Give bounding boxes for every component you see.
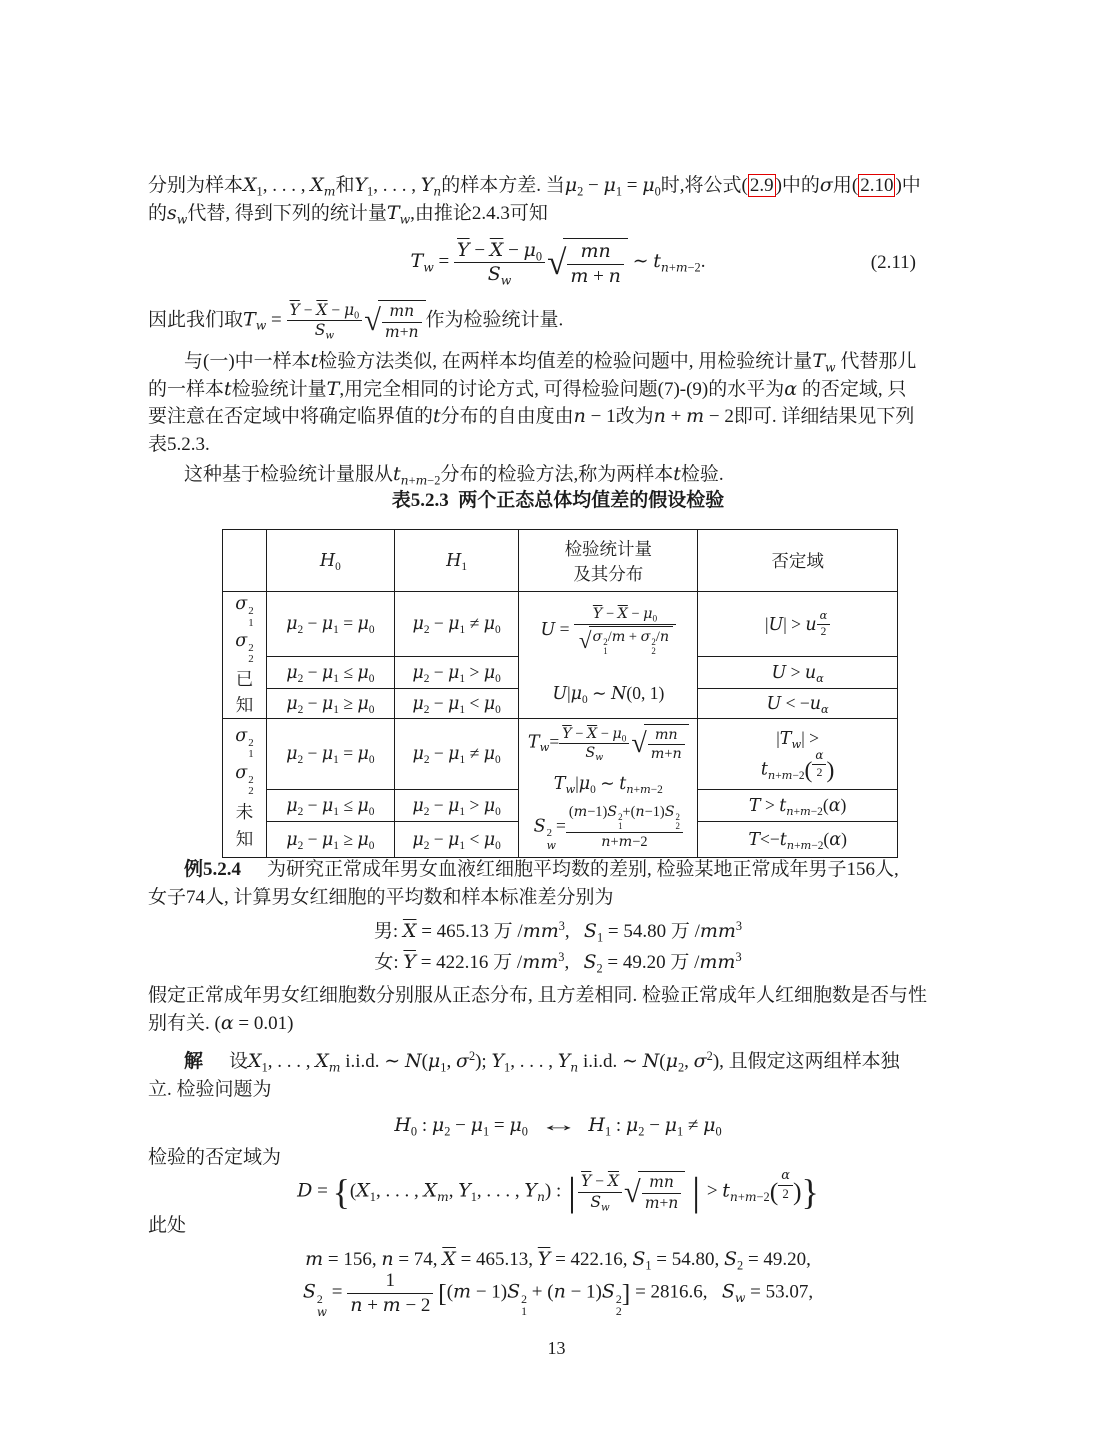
example-line2: 女子74人, 计算男女红细胞的平均数和样本标准差分别为 [148, 886, 614, 908]
cell-h1: $\mu_2 - \mu_1 < \mu_0$ [394, 688, 519, 718]
sentence-two-sample-t: 这种基于检验统计量服从$t_{n+m-2}$分布的检验方法,称为两样本t检验. [184, 463, 724, 488]
statistic-u-formula: U = $\overline{Y} - \overline{X} - \mu_0$ √ σ 2 1 /m + σ 2 2 /n [541, 606, 677, 656]
paragraph-intro [148, 172, 968, 227]
example-5.2.4 [148, 856, 968, 911]
page-number: 13 [547, 1338, 566, 1358]
cell-h0: $\mu_2 - \mu_1 \le \mu_0$ [266, 789, 394, 821]
cell-statistic-unknown [519, 719, 698, 858]
header-rejection-region: 否定域 [698, 530, 898, 592]
solution-line2: 立. 检验问题为 [148, 1078, 272, 1100]
cell-rejection: $U > u_\alpha$ [698, 656, 898, 688]
solution-label: 解 [184, 1051, 204, 1072]
header-h0: $H_0$ [266, 530, 394, 592]
cell-h1: $\mu_2 - \mu_1 < \mu_0$ [394, 821, 519, 857]
ref-link-2.9[interactable]: 2.9 [749, 175, 774, 196]
cell-h0: $\mu_2 - \mu_1 = \mu_0$ [266, 719, 394, 790]
paragraph-intro-line2: 的$s_w$代替, 得到下列的统计量$T_w$,由推论2.4.3可知 [148, 201, 548, 226]
assumption-line1: 假定正常成年男女红细胞数分别服从正态分布, 且方差相同. 检验正常成年人红细胞数是否与性 [148, 985, 928, 1006]
table-header-row [223, 530, 898, 592]
header-statistic-line2: 及其分布 [573, 563, 644, 584]
ref-link-2.10[interactable]: 2.10 [860, 175, 894, 196]
rejection-region-label: 检验的否定域为 [148, 1147, 282, 1168]
table-row [223, 719, 898, 790]
cell-h1: $\mu_2 - \mu_1 > \mu_0$ [394, 789, 519, 821]
hypothesis-test-table [222, 529, 898, 858]
assumption-paragraph [148, 982, 968, 1037]
paragraph-two-sample-line2: 的一样本t检验统计量T,用完全相同的讨论方式, 可得检验问题(7)-(9)的水平为α 的否定域, 只 [148, 377, 907, 400]
paragraph-two-sample-line4: 表5.2.3. [148, 433, 210, 455]
equation-2.11-tag: (2.11) [870, 251, 916, 273]
cell-h1: $\mu_2 - \mu_1 \ne \mu_0$ [394, 719, 519, 790]
sw-equation-line: S 2 w = $\frac{1}{n + m - 2}$ [(m − 1)S 2 1 + (n − 1)S 2 2 ] = 2816.6, $S_w = 53.07$, [302, 1270, 814, 1320]
paragraph-two-sample-line3: 要注意在否定域中将确定临界值的t分布的自由度由n − 1改为n + m − 2即可. 详细结果见下列 [148, 405, 915, 427]
male-statistics: 男: $\overline{X} = 465.13$ 万 $/mm^3$, $S_1 = 54.80$ 万 $/mm^3$ [373, 919, 743, 945]
statistic-u-distribution: $U|\mu_0$ ∼ N(0, 1) [552, 682, 665, 706]
statistic-sw-formula: S 2 w = (m−1)S 2 1 +(n−1)S 2 2 n+m−2 [534, 804, 683, 852]
sample-statistics [148, 916, 968, 978]
table-5.2.3 [222, 529, 898, 858]
cell-h0: $\mu_2 - \mu_1 \ge \mu_0$ [266, 821, 394, 857]
table-caption [148, 489, 968, 513]
cell-rejection: $T > t_{n+m-2}(\alpha)$ [698, 789, 898, 821]
cell-rejection: $T<-t_{n+m-2}(\alpha)$ [698, 821, 898, 857]
equation-2.11-formula: $T_w$ = $\frac{\overline{Y} - \overline{X} - \mu_0}{S_w}$ √ $\frac{mn}{m + n}$ ∼ $t_{n+m-2}$. [410, 238, 706, 288]
cell-rejection: $|T_w|$ > $t_{n+m-2}$( $\frac{\alpha}{2}$ ) [698, 719, 898, 790]
example-label: 例5.2.4 [184, 859, 242, 880]
example-line1: 例5.2.4 为研究正常成年男女血液红细胞平均数的差别, 检验某地正常成年男子156人, [184, 859, 899, 880]
statistic-tw-formula: $T_w=$ $\frac{\overline{Y} - \overline{X} - \mu_0}{S_w}$ √ $\frac{mn}{m+n}$ [528, 724, 689, 763]
header-statistic [519, 530, 698, 592]
cell-rejection: |U| > u $_{\frac{\alpha}{2}}$ [698, 592, 898, 657]
cell-rejection: $U < -u_\alpha$ [698, 688, 898, 718]
equation-2.11 [148, 238, 968, 288]
variance-unknown-label: σ 2 1 σ 2 2 未 知 [223, 719, 267, 858]
here-label: 此处 [148, 1215, 187, 1236]
variance-known-label: σ 2 1 σ 2 2 已 知 [223, 592, 267, 719]
table-row [223, 592, 898, 657]
header-h1: $H_1$ [394, 530, 519, 592]
cell-statistic-known [519, 592, 698, 719]
header-statistic-line1: 检验统计量 [564, 538, 653, 559]
table-caption-number: 表5.2.3 [391, 490, 449, 511]
header-empty-cell [223, 530, 267, 592]
therefore-line: 因此我们取$T_w$ = $\frac{\overline{Y} - \overline{X} - \mu_0}{S_w}$ √ $\frac{mn}{m+n}$ 作为检验统计量. [148, 300, 564, 342]
cell-h1: $\mu_2 - \mu_1 \ne \mu_0$ [394, 592, 519, 657]
rejection-region-equation: $D = \{(X_1$, . . . , $X_m$, $Y_1$, . . . , $Y_n$) : | $\frac{\overline{Y} - \overline{X}}{S_w}$ √ $\frac{mn}{m+n}$ | > $t_{n+m-2}$( $\frac{\alpha}{2}$ )} [297, 1168, 819, 1215]
paragraph-two-sample [148, 348, 968, 458]
page-content [148, 0, 968, 1320]
statistic-tw-distribution: $T_w|\mu_0$ ∼ $t_{n+m-2}$ [553, 772, 663, 796]
paragraph-intro-line1: 分别为样本$X_1$, . . . , $X_m$和$Y_1$, . . . , $Y_n$的样本方差. 当$\mu_2 - \mu_1 = \mu_0$时,将公式( 2.9 )中的σ用( 2.10 )中 [148, 174, 921, 199]
cell-h0: $\mu_2 - \mu_1 \le \mu_0$ [266, 656, 394, 688]
cell-h1: $\mu_2 - \mu_1 > \mu_0$ [394, 656, 519, 688]
cell-h0: $\mu_2 - \mu_1 \ge \mu_0$ [266, 688, 394, 718]
female-statistics: 女: $\overline{Y} = 422.16$ 万 $/mm^3$, $S_2 = 49.20$ 万 $/mm^3$ [374, 950, 742, 976]
hypotheses-equation: $H_0$ : $\mu_2 - \mu_1 = \mu_0$ ↔ $H_1$ : $\mu_2 - \mu_1 \ne \mu_0$ [394, 1114, 722, 1139]
values-line: m = 156, n = 74, $\overline{X} = 465.13$, $\overline{Y} = 422.16$, $S_1 = 54.80$, $S_2 = 49.20$, [305, 1248, 811, 1273]
solution-line1: 解 设$X_1$, . . . , $X_m$ i.i.d. ∼ $N(\mu_1$, $\sigma^2$); $Y_1$, . . . , $Y_n$ i.i.d. ∼ $N(\mu_2$, $\sigma^2$), 且假定这两组样本独 [184, 1049, 900, 1075]
assumption-line2: 别有关. (α = 0.01) [148, 1011, 294, 1034]
table-caption-title: 两个正态总体均值差的假设检验 [458, 490, 725, 511]
cell-h0: $\mu_2 - \mu_1 = \mu_0$ [266, 592, 394, 657]
solution-paragraph [148, 1048, 968, 1103]
paragraph-two-sample-line1: 与(一)中一样本t检验方法类似, 在两样本均值差的检验问题中, 用检验统计量$T_w$ 代替那儿 [184, 350, 917, 375]
